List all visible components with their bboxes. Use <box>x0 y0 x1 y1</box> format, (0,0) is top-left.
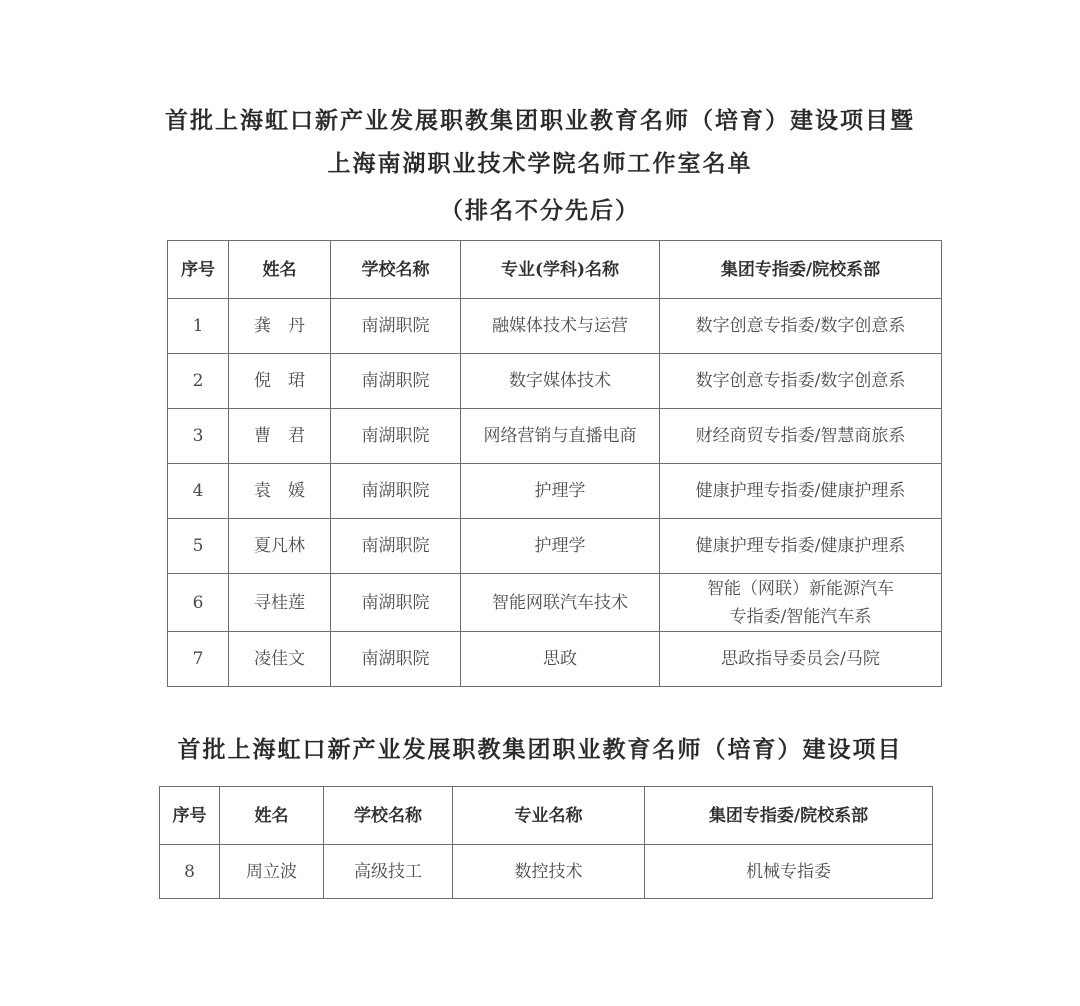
header-no: 序号 <box>160 787 220 845</box>
cell-major: 融媒体技术与运营 <box>461 299 660 354</box>
cell-school: 南湖职院 <box>331 632 461 687</box>
cell-no: 3 <box>168 409 229 464</box>
table-row <box>168 519 942 574</box>
cell-name: 寻桂莲 <box>229 574 331 632</box>
cell-major: 数控技术 <box>453 845 645 899</box>
header-major: 专业名称 <box>453 787 645 845</box>
header-school: 学校名称 <box>324 787 453 845</box>
table-header-row <box>168 241 942 299</box>
cell-name: 凌佳文 <box>229 632 331 687</box>
cell-no: 8 <box>160 845 220 899</box>
cell-school: 高级技工 <box>324 845 453 899</box>
cell-name: 倪 珺 <box>229 354 331 409</box>
cell-dept-line1: 智能（网联）新能源汽车 <box>707 578 894 599</box>
header-major: 专业(学科)名称 <box>461 241 660 299</box>
cell-school: 南湖职院 <box>331 464 461 519</box>
cell-major: 护理学 <box>461 464 660 519</box>
cell-major: 数字媒体技术 <box>461 354 660 409</box>
cell-dept: 健康护理专指委/健康护理系 <box>660 464 942 519</box>
header-name: 姓名 <box>220 787 324 845</box>
cell-dept: 思政指导委员会/马院 <box>660 632 942 687</box>
document-title-line2: 上海南湖职业技术学院名师工作室名单 <box>327 150 753 177</box>
table-row <box>168 299 942 354</box>
header-school: 学校名称 <box>331 241 461 299</box>
cell-dept-line2: 专指委/智能汽车系 <box>729 606 872 627</box>
table-row <box>168 464 942 519</box>
cell-name: 周立波 <box>220 845 324 899</box>
cell-no: 1 <box>168 299 229 354</box>
cell-name: 龚 丹 <box>229 299 331 354</box>
cell-dept: 数字创意专指委/数字创意系 <box>660 354 942 409</box>
header-dept: 集团专指委/院校系部 <box>660 241 942 299</box>
cell-dept: 机械专指委 <box>645 845 933 899</box>
document-title-line1: 首批上海虹口新产业发展职教集团职业教育名师（培育）建设项目暨 <box>165 107 915 134</box>
cell-dept: 健康护理专指委/健康护理系 <box>660 519 942 574</box>
cell-name: 曹 君 <box>229 409 331 464</box>
header-no: 序号 <box>168 241 229 299</box>
table-row <box>160 845 933 899</box>
cell-school: 南湖职院 <box>331 574 461 632</box>
cell-major: 思政 <box>461 632 660 687</box>
header-name: 姓名 <box>229 241 331 299</box>
table-row <box>168 574 942 632</box>
table-header-row <box>160 787 933 845</box>
cell-school: 南湖职院 <box>331 354 461 409</box>
cell-no: 7 <box>168 632 229 687</box>
document-subtitle-ranking-note: （排名不分先后） <box>440 197 640 224</box>
cell-no: 6 <box>168 574 229 632</box>
header-dept: 集团专指委/院校系部 <box>645 787 933 845</box>
table-row <box>168 409 942 464</box>
cell-major: 智能网联汽车技术 <box>461 574 660 632</box>
section2-title: 首批上海虹口新产业发展职教集团职业教育名师（培育）建设项目 <box>177 736 903 763</box>
cell-dept <box>660 574 942 632</box>
studio-list-table <box>167 240 942 687</box>
cell-major: 护理学 <box>461 519 660 574</box>
cell-school: 南湖职院 <box>331 299 461 354</box>
table-row <box>168 354 942 409</box>
cell-dept: 数字创意专指委/数字创意系 <box>660 299 942 354</box>
cell-school: 南湖职院 <box>331 409 461 464</box>
cell-name: 袁 媛 <box>229 464 331 519</box>
cell-school: 南湖职院 <box>331 519 461 574</box>
cell-no: 2 <box>168 354 229 409</box>
cell-no: 4 <box>168 464 229 519</box>
table-row <box>168 632 942 687</box>
cell-major: 网络营销与直播电商 <box>461 409 660 464</box>
teacher-cultivation-table <box>159 786 933 899</box>
cell-dept: 财经商贸专指委/智慧商旅系 <box>660 409 942 464</box>
cell-name: 夏凡林 <box>229 519 331 574</box>
cell-no: 5 <box>168 519 229 574</box>
